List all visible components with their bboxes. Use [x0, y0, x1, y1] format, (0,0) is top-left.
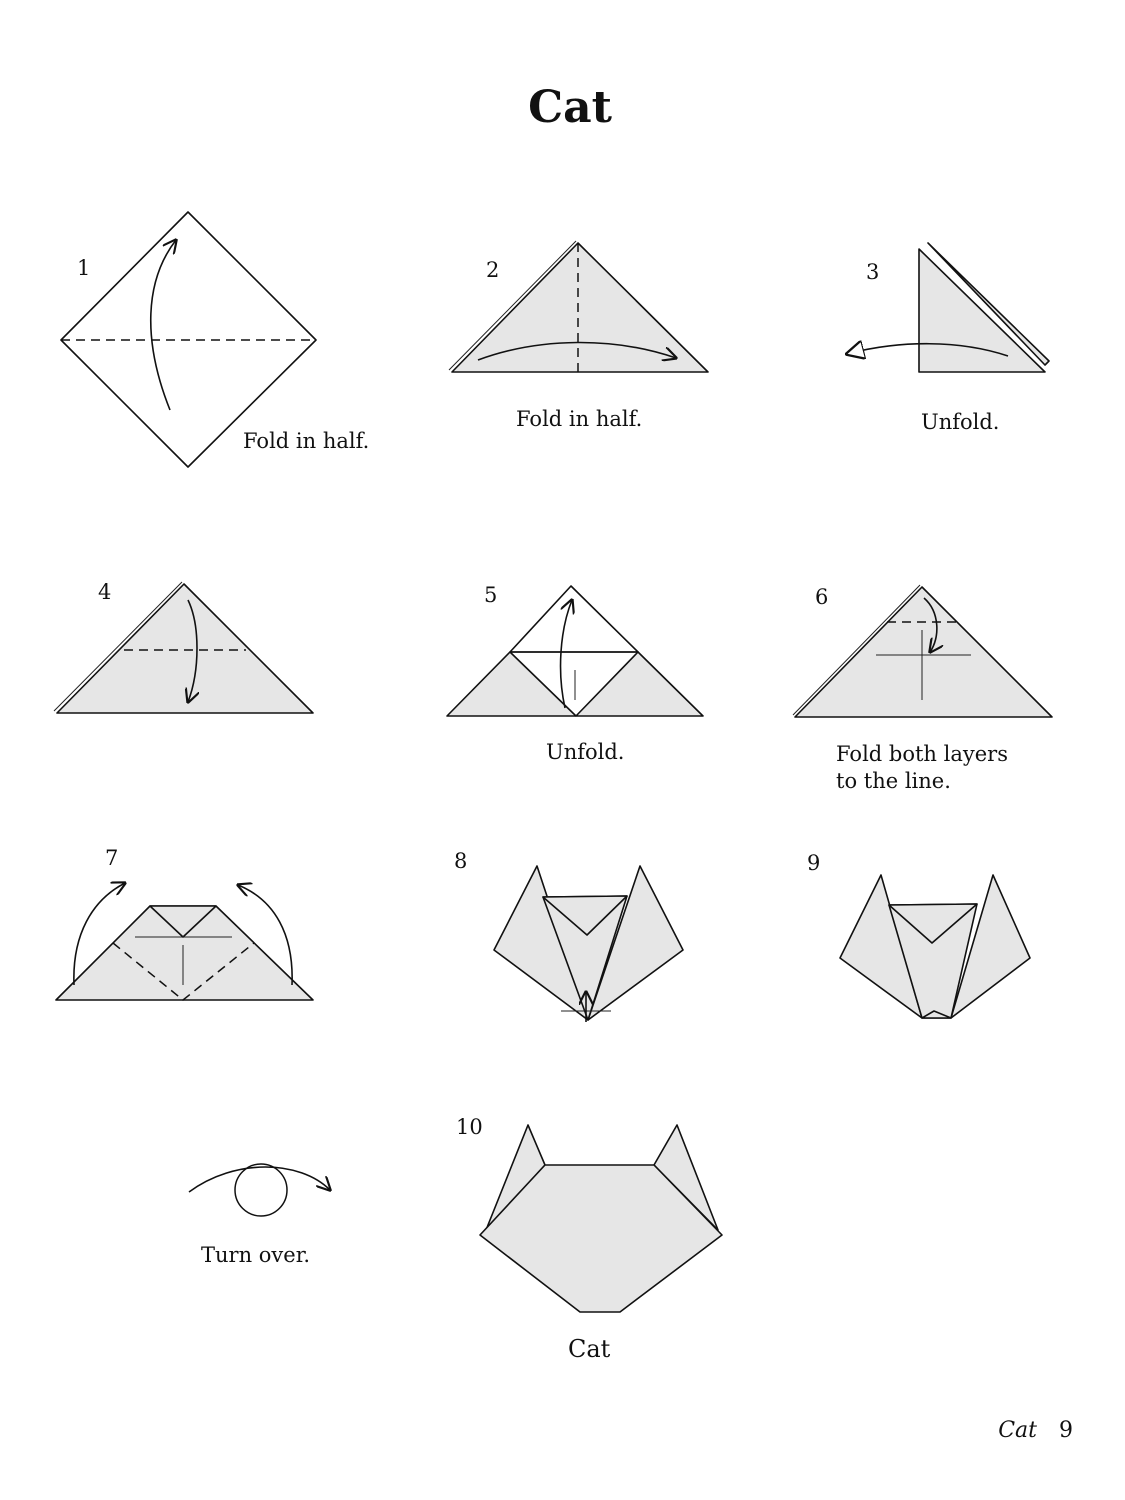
- step-2-diagram: [449, 241, 708, 372]
- step-5-right-triangle: [576, 652, 703, 716]
- step-1-number: 1: [77, 256, 91, 280]
- page-number: 9: [1059, 1418, 1073, 1443]
- step-4-triangle: [57, 584, 313, 713]
- step-9-diagram: [840, 875, 1030, 1018]
- step-3-diagram: [847, 243, 1049, 372]
- step-6-caption-line-2: to the line.: [836, 769, 951, 793]
- step-5-caption: Unfold.: [546, 740, 625, 764]
- step-2-caption: Fold in half.: [516, 407, 643, 431]
- step-5-number: 5: [484, 583, 498, 607]
- turn-over-caption: Turn over.: [201, 1243, 311, 1267]
- step-3-caption: Unfold.: [921, 410, 1000, 434]
- footer-title: Cat: [998, 1418, 1037, 1443]
- turn-over-symbol: [189, 1164, 330, 1216]
- step-5-diagram: [447, 586, 703, 716]
- step-6-triangle: [795, 587, 1052, 717]
- step-1-diagram: [61, 212, 316, 467]
- step-10-diagram: [480, 1125, 722, 1312]
- step-1-caption: Fold in half.: [243, 429, 370, 453]
- step-10-caption: Cat: [568, 1335, 611, 1363]
- turn-over-arrow: [189, 1167, 330, 1192]
- step-6-caption-line-1: Fold both layers: [836, 742, 1008, 766]
- page-title: Cat: [528, 82, 612, 133]
- step-4-diagram: [54, 582, 313, 713]
- step-5-top-flap: [510, 586, 638, 652]
- step-8-number: 8: [454, 849, 468, 873]
- step-4-number: 4: [98, 580, 112, 604]
- step-2-triangle: [452, 243, 708, 372]
- step-10-number: 10: [456, 1115, 483, 1139]
- step-6-diagram: [793, 585, 1052, 717]
- step-5-left-triangle: [447, 652, 576, 716]
- step-9-number: 9: [807, 851, 821, 875]
- step-8-diagram: [494, 866, 683, 1022]
- step-3-number: 3: [866, 260, 880, 284]
- step-7-number: 7: [105, 846, 119, 870]
- turn-over-circle: [235, 1164, 287, 1216]
- step-6-number: 6: [815, 585, 829, 609]
- step-2-number: 2: [486, 258, 500, 282]
- step-3-triangle: [919, 249, 1045, 372]
- step-7-diagram: [56, 883, 313, 1000]
